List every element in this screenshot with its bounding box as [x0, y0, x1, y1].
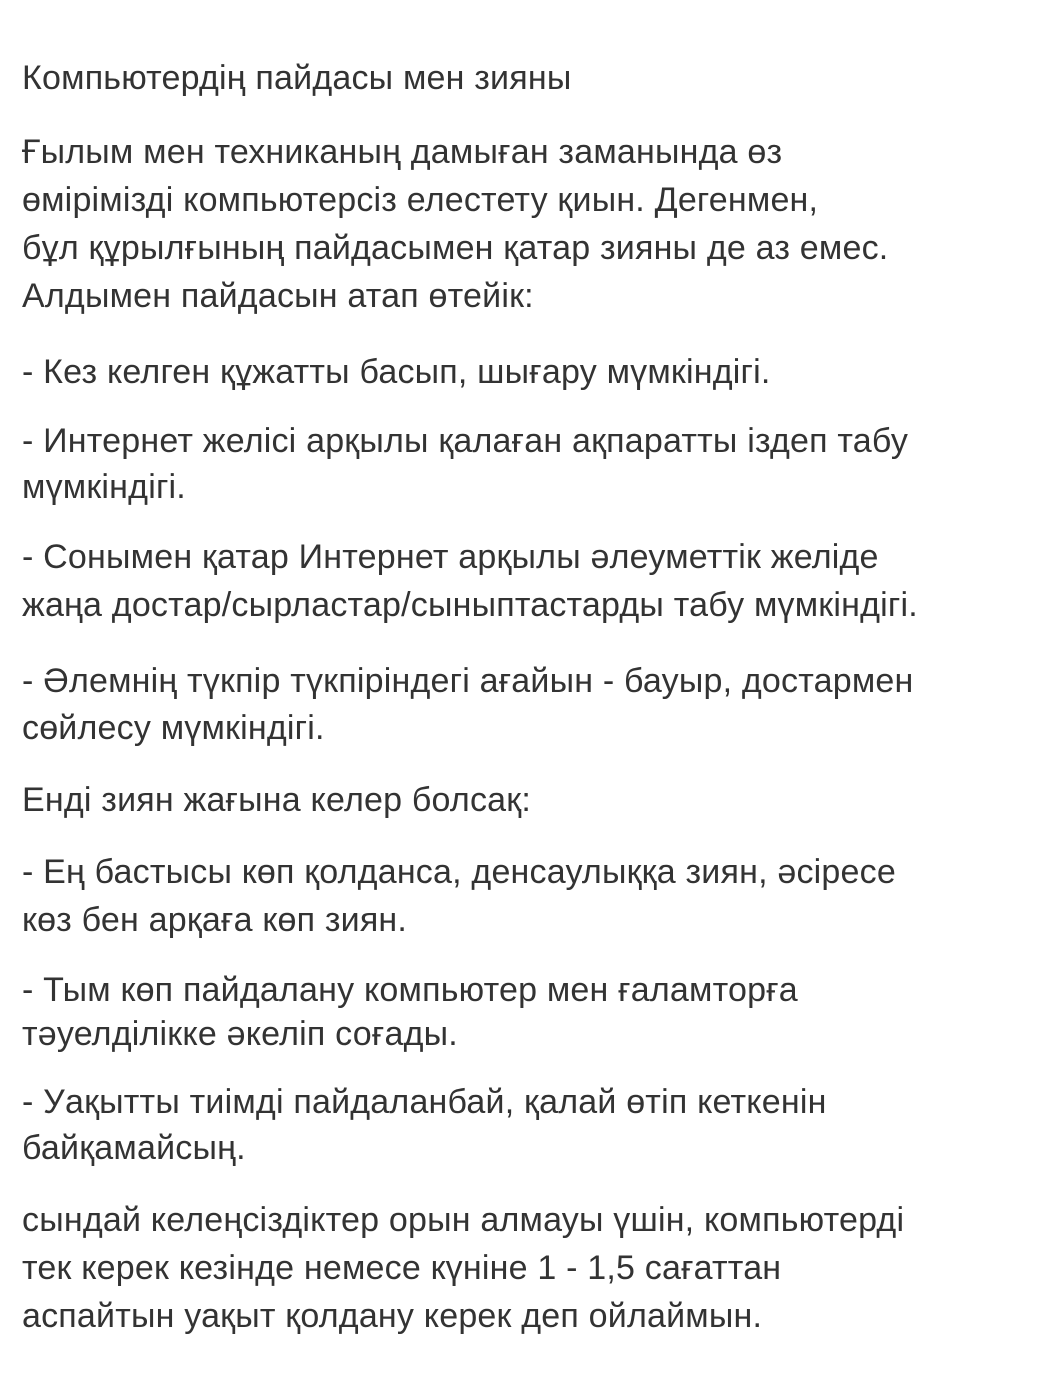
text-line: Ғылым мен техниканың дамыған заманында өз	[22, 133, 783, 171]
text-line: бұл құрылғының пайдасымен қатар зияны де аз емес.	[22, 229, 889, 267]
harm-item: - Тым көп пайдалану компьютер мен ғаламторға	[22, 971, 798, 1009]
text-line: аспайтын уақыт қолдану керек деп ойлаймын.	[22, 1297, 763, 1335]
benefit-item: - Кез келген құжатты басып, шығару мүмкіндігі.	[22, 353, 771, 391]
text-line: Алдымен пайдасын атап өтейік:	[22, 277, 534, 315]
document-title: Компьютердің пайдасы мен зияны	[22, 59, 572, 97]
text-line: сындай келеңсіздіктер орын алмауы үшін, компьютерді	[22, 1201, 905, 1239]
benefit-item-continuation: мүмкіндігі.	[22, 468, 186, 506]
harm-item: - Ең бастысы көп қолданса, денсаулыққа зиян, әсіресе	[22, 853, 896, 891]
text-line: тек керек кезінде немесе күніне 1 - 1,5 сағаттан	[22, 1249, 782, 1287]
text-line: өмірімізді компьютерсіз елестету қиын. Дегенмен,	[22, 181, 819, 219]
harm-item-continuation: көз бен арқаға көп зиян.	[22, 901, 408, 939]
benefit-item: - Сонымен қатар Интернет арқылы әлеуметтік желіде	[22, 538, 879, 576]
benefit-item-continuation: сөйлесу мүмкіндігі.	[22, 709, 325, 747]
harm-item-continuation: тәуелділікке әкеліп соғады.	[22, 1015, 458, 1053]
benefit-item: - Әлемнің түкпір түкпіріндегі ағайын - бауыр, достармен	[22, 662, 914, 700]
harm-item: - Уақытты тиімді пайдаланбай, қалай өтіп кеткенін	[22, 1083, 827, 1121]
harms-heading: Енді зиян жағына келер болсақ:	[22, 781, 531, 819]
benefit-item: - Интернет желісі арқылы қалаған ақпаратты іздеп табу	[22, 422, 909, 460]
benefit-item-continuation: жаңа достар/сырластар/сыныптастарды табу мүмкіндігі.	[22, 586, 918, 624]
harm-item-continuation: байқамайсың.	[22, 1129, 246, 1167]
